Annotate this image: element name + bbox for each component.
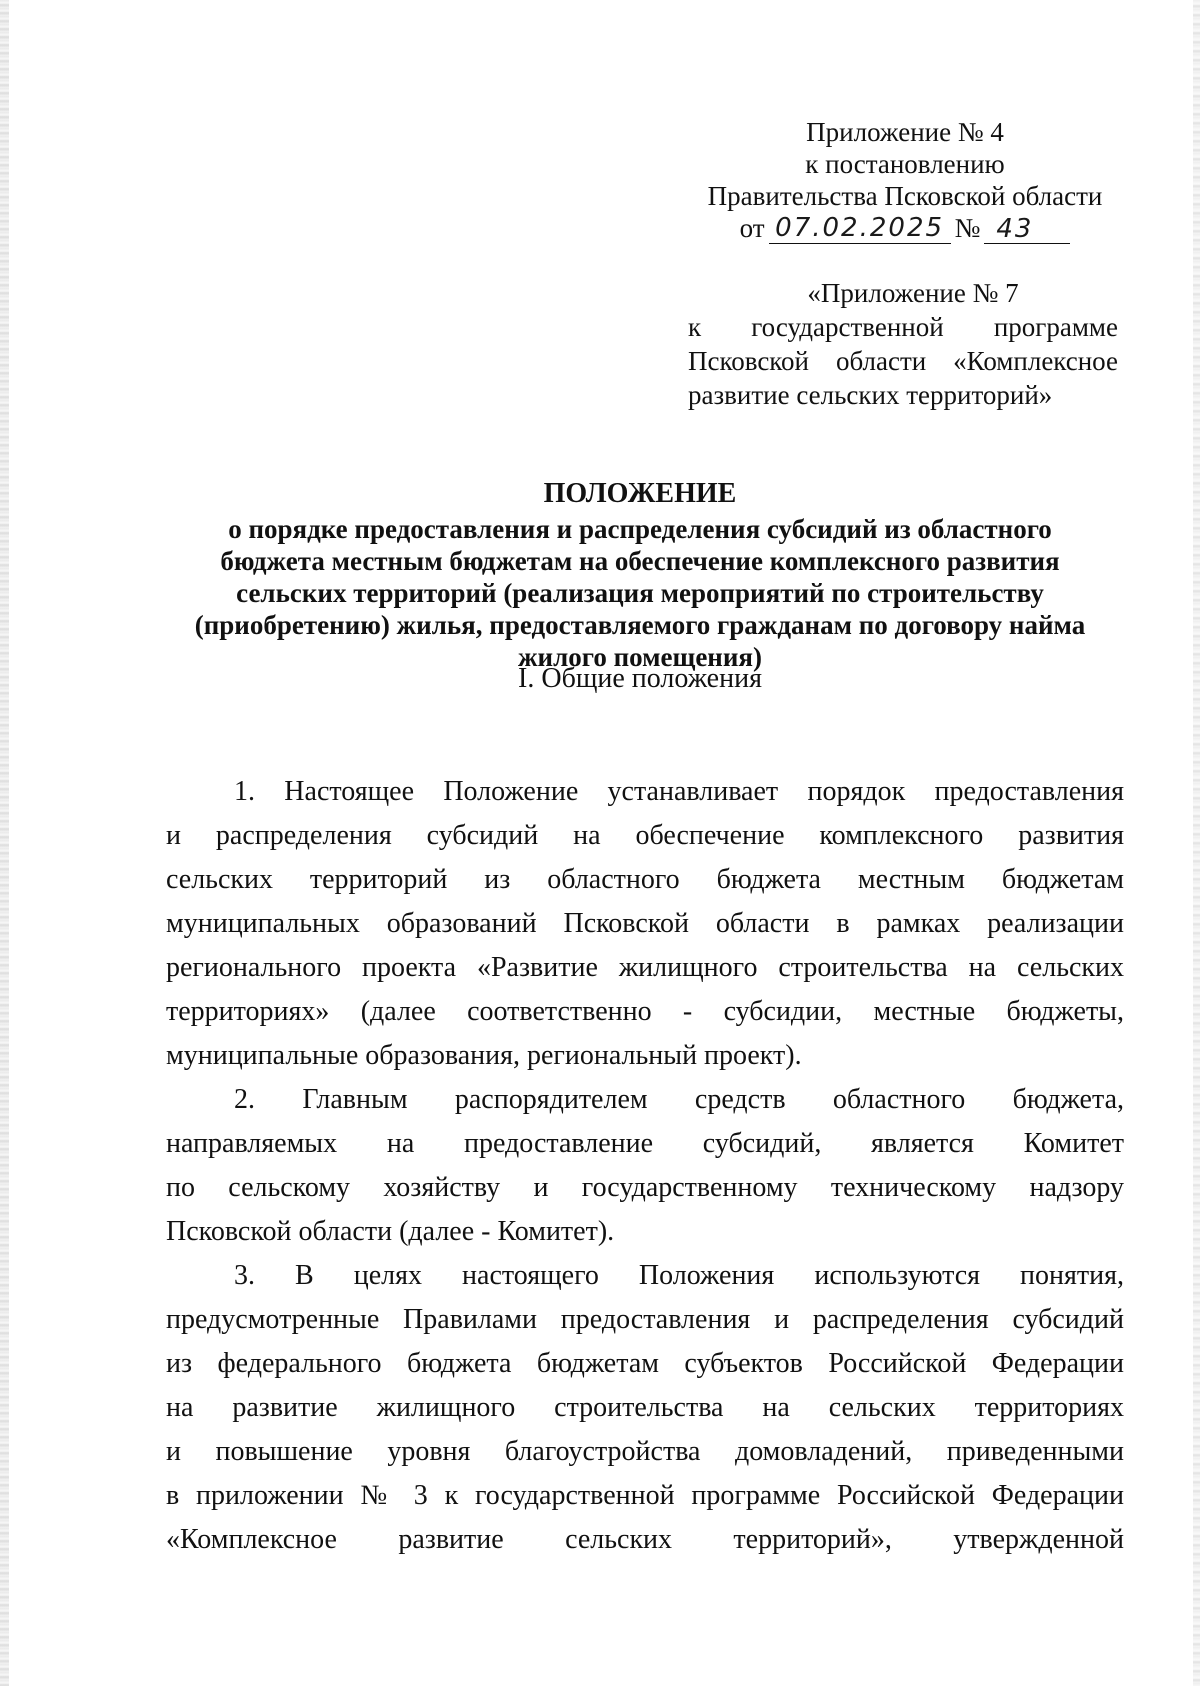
date-field (769, 213, 951, 244)
text-line: сельских территорий из областного бюджета местным бюджетам (166, 864, 1124, 895)
program-appendix-line-4: развитие сельских территорий» (688, 380, 1053, 410)
text-line: «Комплексное развитие сельских территорий», утвержденной (166, 1524, 1124, 1555)
document-body (166, 770, 1124, 1562)
number-label: № (954, 213, 981, 243)
text-line: направляемых на предоставление субсидий, является Комитет (166, 1128, 1124, 1159)
text-line: муниципальных образований Псковской области в рамках реализации (166, 908, 1124, 939)
title-line: бюджета местным бюджетам на обеспечение комплексного развития (220, 546, 1060, 576)
appendix-line-2: к постановлению (805, 149, 1005, 179)
handwritten-number: 43 (996, 214, 1034, 244)
appendix-line-3: Правительства Псковской области (707, 181, 1103, 211)
title-main: ПОЛОЖЕНИЕ (543, 478, 737, 509)
text-line: 3. В целях настоящего Положения используются понятия, (234, 1260, 1124, 1291)
title-line: жилого помещения) (517, 642, 763, 672)
document-title (160, 478, 1120, 673)
program-appendix-line-2: к государственной программе (688, 312, 1118, 342)
text-line: предусмотренные Правилами предоставления и распределения субсидий (166, 1304, 1124, 1335)
program-appendix-line-3: Псковской области «Комплексное (688, 346, 1118, 376)
text-line: на развитие жилищного строительства на сельских территориях (166, 1392, 1124, 1423)
paragraph-1 (166, 770, 1124, 1078)
text-line: по сельскому хозяйству и государственному техническому надзору (166, 1172, 1124, 1203)
title-line: (приобретению) жилья, предоставляемого гражданам по договору найма (194, 610, 1086, 640)
title-line: сельских территорий (реализация мероприятий по строительству (236, 578, 1044, 608)
text-line: 1. Настоящее Положение устанавливает порядок предоставления (234, 776, 1124, 807)
paragraph-3 (166, 1254, 1124, 1562)
text-line: 2. Главным распорядителем средств областного бюджета, (234, 1084, 1124, 1115)
number-field (984, 214, 1070, 244)
text-line: Псковской области (далее - Комитет). (166, 1216, 615, 1247)
from-label: от (739, 213, 765, 243)
text-line: и повышение уровня благоустройства домовладений, приведенными (166, 1436, 1124, 1467)
text-line: в приложении № 3 к государственной программе Российской Федерации (166, 1480, 1124, 1511)
text-line: муниципальные образования, региональный проект). (166, 1040, 802, 1071)
section-title: I. Общие положения (518, 663, 762, 694)
paragraph-2 (166, 1078, 1124, 1254)
program-appendix-line-1: «Приложение № 7 (807, 278, 1019, 308)
program-appendix-header (688, 276, 1118, 412)
scan-edge-right (1193, 0, 1200, 1686)
handwritten-date: 07.02.2025 (775, 213, 945, 243)
text-line: из федерального бюджета бюджетам субъектов Российской Федерации (166, 1348, 1124, 1379)
appendix-date-line (690, 212, 1120, 244)
text-line: регионального проекта «Развитие жилищного строительства на сельских (166, 952, 1124, 983)
appendix-header (690, 116, 1120, 244)
title-line: о порядке предоставления и распределения субсидий из областного (228, 514, 1052, 544)
text-line: территориях» (далее соответственно - субсидии, местные бюджеты, (166, 996, 1124, 1027)
scan-edge-left (0, 0, 9, 1686)
appendix-line-1: Приложение № 4 (806, 117, 1004, 147)
text-line: и распределения субсидий на обеспечение комплексного развития (166, 820, 1124, 851)
